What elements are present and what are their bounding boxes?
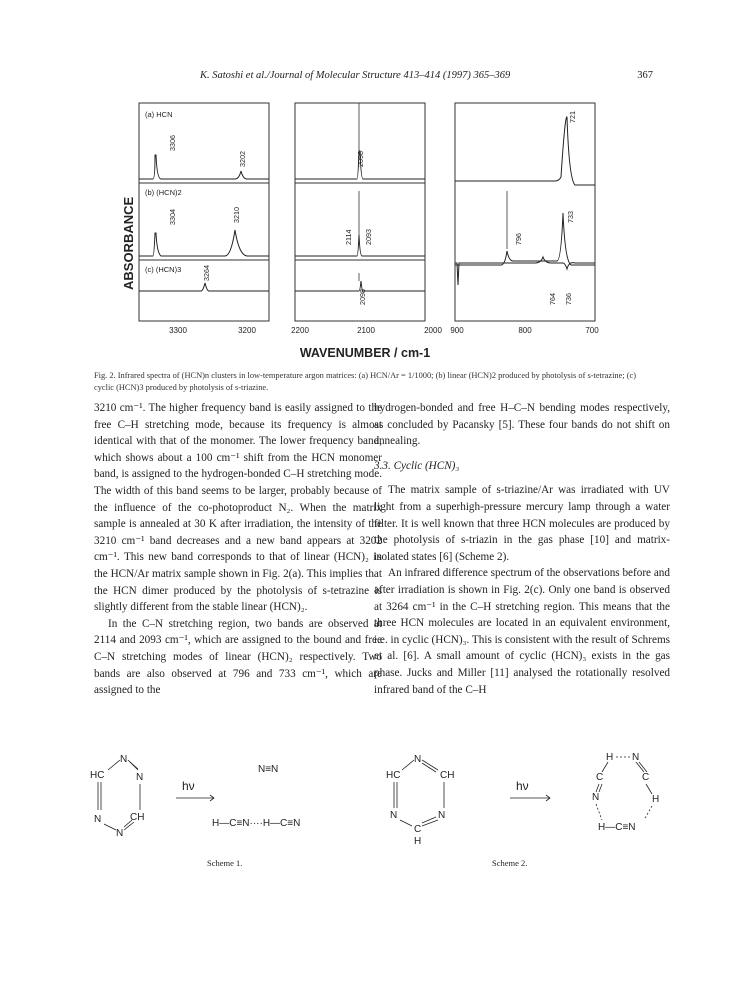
peak-label-a-3306: 3306 bbox=[168, 135, 177, 151]
scheme2-product-atom: H bbox=[606, 752, 614, 763]
tick-2000: 2000 bbox=[424, 326, 442, 335]
scheme2-product-atom: N bbox=[592, 792, 600, 803]
page-header bbox=[0, 70, 731, 86]
scheme2-atom: HC bbox=[386, 770, 401, 781]
scheme2-product-atom: H—C≡N bbox=[598, 822, 636, 833]
scheme2-product-atom: N bbox=[632, 752, 640, 763]
scheme1-atom: CH bbox=[130, 812, 145, 823]
scheme1-atom: N bbox=[136, 772, 144, 783]
scheme1-atom: HC bbox=[90, 770, 105, 781]
paragraph: An infrared difference spectrum of the observations before and after irradiation is shown in Fig. 2(c). Only one band is observed at 3264 cm⁻¹ in the C–H stretching region. This means that the three HCN molecules are located in an equivalent environment, i.e. in cyclic (HCN)₃. This is consistent with the result of Schrems et al. [6]. A small amount of cyclic (HCN)₃ exists in the gas phase. Jucks and Miller [11] analysed the rotationally resolved infrared band of the C–H bbox=[374, 567, 670, 696]
trace-b-panel2 bbox=[295, 235, 425, 256]
peak-label-b-3210: 3210 bbox=[232, 207, 241, 223]
scheme2-atom: N bbox=[414, 754, 422, 765]
trace-panel3 bbox=[455, 117, 595, 185]
tick-2100: 2100 bbox=[357, 326, 375, 335]
scheme1-product-dimer: H—C≡N····H—C≡N bbox=[212, 818, 301, 829]
running-head: K. Satoshi et al./Journal of Molecular Structure 413–414 (1997) 365–369 bbox=[200, 70, 511, 81]
scheme1-atom: N bbox=[94, 814, 102, 825]
x-axis-label: WAVENUMBER / cm-1 bbox=[299, 346, 431, 360]
tick-800: 800 bbox=[518, 326, 532, 335]
peak-label-c-3264: 3264 bbox=[202, 265, 211, 281]
paragraph: 3210 cm⁻¹. The higher frequency band is easily assigned to the free C–H stretching mode, because its frequency is almost identical with that of the monomer. The lower frequency band, which shows about a 100 cm⁻¹ shift from the HCN monomer band, is assigned to the hydrogen-bonded C–H stretching mode. The width of this band seems to be larger, probably because of the influence of the co-photoproduct N₂. When the matrix sample is annealed at 30 K after irradiation, the intensity of the 3210 cm⁻¹ band decreases and a new band appears at 3202 cm⁻¹. This new band corresponds to that of linear (HCN)₂ in the HCN/Ar matrix sample shown in Fig. 2(a). This implies that the HCN dimer produced by the photolysis of s-tetrazine is slightly different from the stable linear (HCN)₂. bbox=[94, 402, 382, 614]
paragraph: hydrogen-bonded and free H–C–N bending modes respectively, as concluded by Pacansky [5]. These four bands do not shift on annealing. bbox=[374, 402, 670, 448]
scheme2-atom: N bbox=[390, 810, 398, 821]
paragraph: The matrix sample of s-triazine/Ar was irradiated with UV light from a superhigh-pressure mercury lamp through a water filter. It is well known that three HCN molecules are produced by the photolysis of s-triazin in the gas phase [10] and matrix-isolated states [6] (Scheme 2). bbox=[374, 484, 670, 563]
page-number: 367 bbox=[637, 70, 653, 81]
tick-3300: 3300 bbox=[169, 326, 187, 335]
trace-label-a: (a) HCN bbox=[145, 110, 173, 119]
scheme1-hv: hν bbox=[182, 779, 195, 793]
scheme2-atom: CH bbox=[440, 770, 455, 781]
scheme1-atom: N bbox=[116, 828, 124, 839]
tick-700: 700 bbox=[585, 326, 599, 335]
scheme2-atom: N bbox=[438, 810, 446, 821]
left-column bbox=[94, 400, 382, 699]
scheme-1-label: Scheme 1. bbox=[207, 858, 243, 868]
scheme2-product-atom: H bbox=[652, 794, 660, 805]
scheme-2-label: Scheme 2. bbox=[492, 858, 528, 868]
trace-label-b: (b) (HCN)2 bbox=[145, 188, 182, 197]
peak-label-c-2098: 2098 bbox=[358, 289, 367, 305]
section-heading: 3.3. Cyclic (HCN)₃ bbox=[374, 459, 460, 472]
scheme2-hv: hν bbox=[516, 779, 529, 793]
scheme2-atom: C bbox=[414, 824, 422, 835]
trace-label-c: (c) (HCN)3 bbox=[145, 265, 182, 274]
trace-c-panel1 bbox=[139, 283, 269, 291]
scheme1-atom: N bbox=[120, 754, 128, 765]
scheme2-product-atom: C bbox=[642, 772, 650, 783]
y-axis-label: ABSORBANCE bbox=[121, 196, 136, 290]
peak-label-a-2098: 2098 bbox=[356, 151, 365, 167]
peak-label-b-733: 733 bbox=[566, 211, 575, 223]
tick-2200: 2200 bbox=[291, 326, 309, 335]
right-column bbox=[374, 400, 670, 698]
trace-a-panel1 bbox=[139, 155, 269, 179]
trace-b-panel1 bbox=[139, 230, 269, 256]
peak-label-c-764: 764 bbox=[548, 293, 557, 305]
peak-label-b-2093: 2093 bbox=[364, 229, 373, 245]
tick-900: 900 bbox=[450, 326, 464, 335]
figure-caption: Fig. 2. Infrared spectra of (HCN)n clusters in low-temperature argon matrices: (a) HCN/Ar = 1/1000; (b) linear (HCN)2 produced by photolysis of s-tetrazine; (c) cyclic (HCN)3 produced by photolysis of s-triazine. bbox=[94, 371, 637, 392]
tick-3200: 3200 bbox=[238, 326, 256, 335]
ir-spectra-figure bbox=[95, 95, 625, 365]
peak-label-b-3304: 3304 bbox=[168, 209, 177, 225]
peak-label-a-721: 721 bbox=[568, 111, 577, 123]
scheme2-product-atom: C bbox=[596, 772, 604, 783]
peak-label-a-3202: 3202 bbox=[238, 151, 247, 167]
scheme2-atom: H bbox=[414, 836, 422, 847]
scheme1-product-n2: N≡N bbox=[258, 764, 279, 775]
peak-label-b-2114: 2114 bbox=[344, 229, 353, 245]
scheme-1-diagram bbox=[90, 748, 350, 848]
paragraph: In the C–N stretching region, two bands are observed at 2114 and 2093 cm⁻¹, which are assigned to the bound and free C–N stretching modes of linear (HCN)₂ respectively. Two bands are also observed at 796 and 733 cm⁻¹, which are assigned to the bbox=[94, 617, 382, 697]
peak-label-c-736: 736 bbox=[564, 293, 573, 305]
peak-label-b-796: 796 bbox=[514, 233, 523, 245]
scheme-2-diagram bbox=[380, 748, 670, 848]
panel-1 bbox=[139, 103, 269, 321]
